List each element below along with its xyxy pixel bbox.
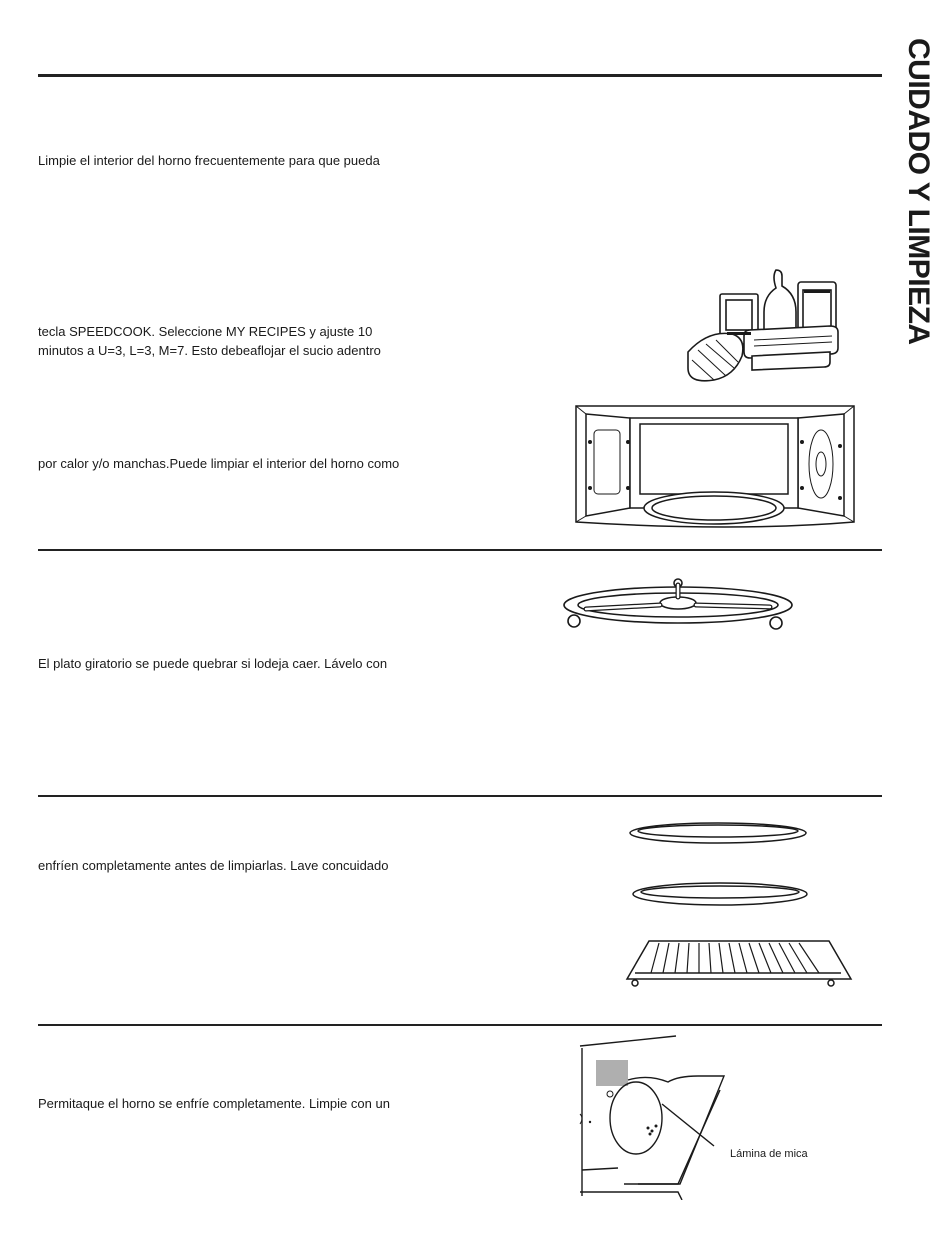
side-section-title: CUIDADO Y LIMPIEZA (902, 38, 935, 345)
mica-paragraph: Permitaque el horno se enfríe completamente. Limpie con un (38, 1096, 390, 1111)
trays-paragraph: enfríen completamente antes de limpiarlas. Lave concuidado (38, 858, 389, 873)
turntable-support-illustration (560, 575, 796, 635)
cleaning-supplies-illustration (684, 266, 844, 384)
interior-paragraph-4: por calor y/o manchas.Puede limpiar el interior del horno como (38, 456, 400, 471)
trays-and-rack-illustration (625, 815, 855, 990)
oven-cavity-illustration (572, 402, 858, 532)
mica-cover-illustration (578, 1034, 748, 1200)
mica-label: Lámina de mica (730, 1148, 808, 1160)
section-divider-top (38, 74, 882, 77)
section-divider-mica (38, 1024, 882, 1026)
interior-paragraph-1: Limpie el interior del horno frecuentemente para que pueda (38, 153, 380, 168)
section-divider-trays (38, 795, 882, 797)
interior-paragraph-2: tecla SPEEDCOOK. Seleccione MY RECIPES y ajuste 10 (38, 324, 373, 339)
interior-paragraph-3: minutos a U=3, L=3, M=7. Esto debeaflojar el sucio adentro (38, 343, 381, 358)
turntable-paragraph: El plato giratorio se puede quebrar si lodeja caer. Lávelo con (38, 656, 388, 671)
section-divider-turntable (38, 549, 882, 551)
